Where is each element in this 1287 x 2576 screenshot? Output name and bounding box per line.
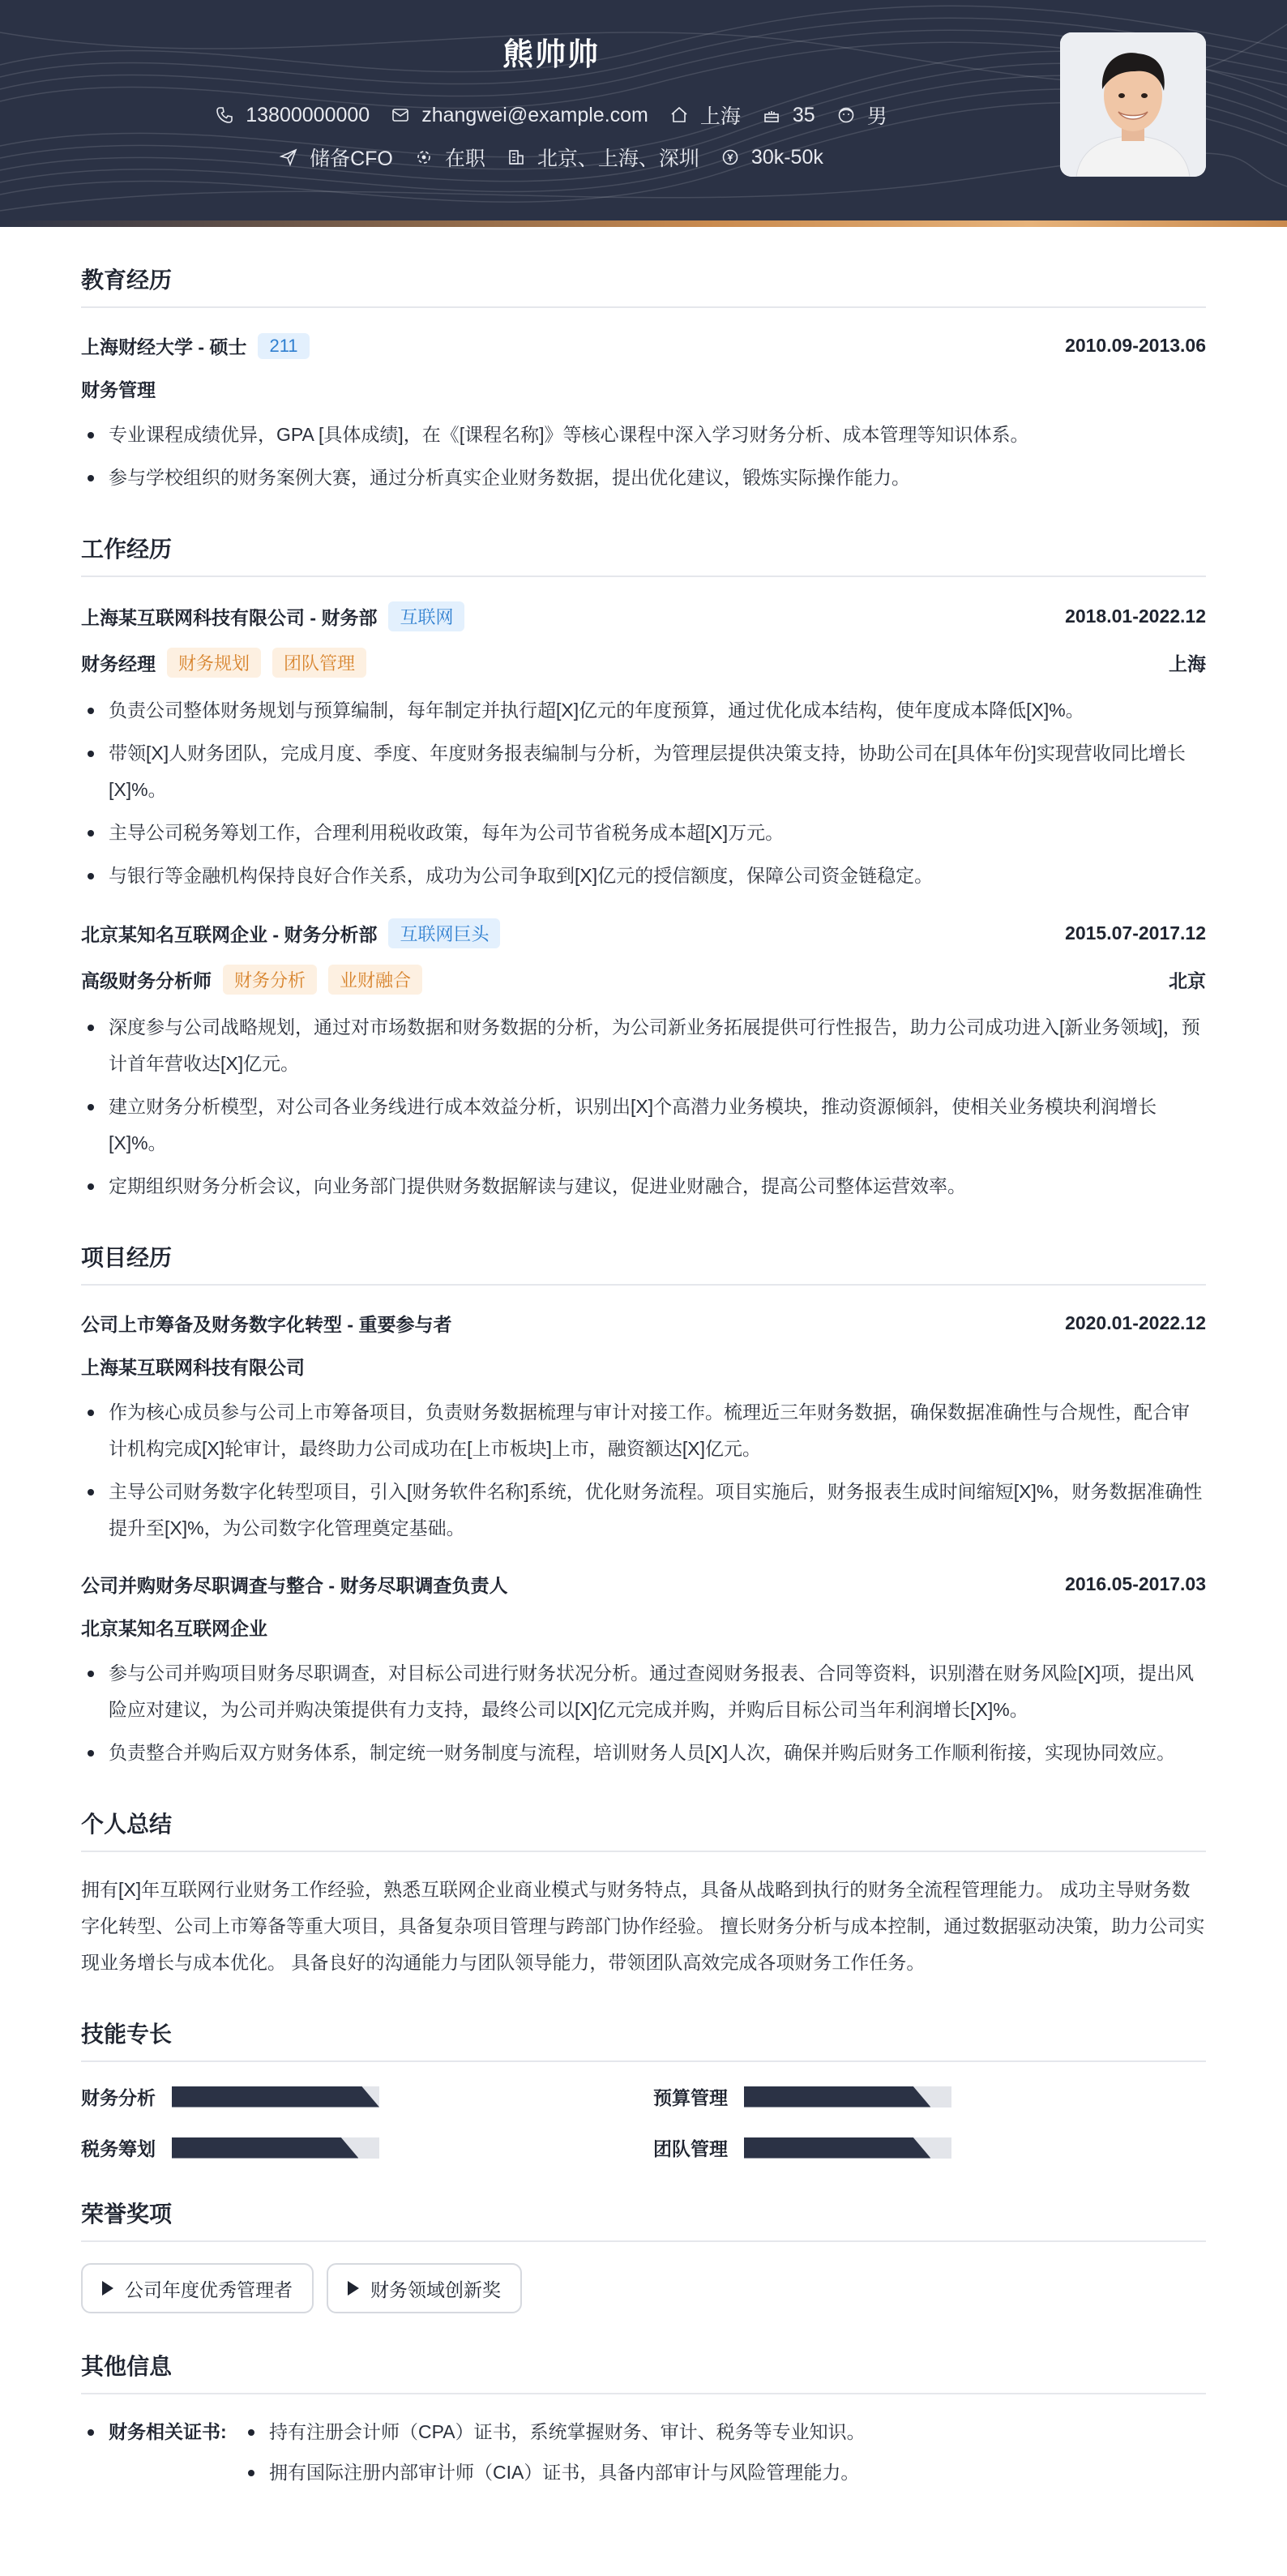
entry-period: 2010.09-2013.06 (1065, 335, 1206, 356)
list-item: 建立财务分析模型，对公司各业务线进行成本效益分析，识别出[X]个高潜力业务模块，推动资源倾斜，使相关业务模块利润增长[X]%。 (81, 1089, 1206, 1162)
skill-name: 税务筹划 (81, 2138, 156, 2159)
job-role: 财务经理 (81, 653, 156, 674)
summary-section (81, 1807, 1206, 1981)
entry-period: 2015.07-2017.12 (1065, 922, 1206, 944)
target-position-info (279, 143, 393, 172)
skill-level-fill (172, 2137, 358, 2159)
phone-text: 13800000000 (246, 103, 370, 126)
contact-info-row (0, 101, 1102, 130)
other-info (81, 2414, 1206, 2495)
phone-info (215, 104, 370, 127)
list-item: 专业课程成绩优异，GPA [具体成绩]，在《[课程名称]》等核心课程中深入学习财务分析、成本管理等知识体系。 (81, 417, 1206, 453)
skills-grid (81, 2083, 1206, 2161)
role-tag: 财务规划 (167, 648, 261, 678)
list-item: 带领[X]人财务团队，完成月度、季度、年度财务报表编制与分析，为管理层提供决策支持，协助公司在[具体年份]实现营收同比增长[X]%。 (81, 735, 1206, 808)
section-title: 个人总结 (81, 1807, 1206, 1852)
honors-section (81, 2197, 1206, 2313)
honor-badge (81, 2263, 314, 2313)
other-section (81, 2349, 1206, 2495)
list-item: 持有注册会计师（CPA）证书，系统掌握财务、审计、税务等专业知识。 (242, 2414, 866, 2450)
skill-name: 预算管理 (653, 2087, 728, 2108)
target-position-text: 储备CFO (310, 148, 393, 170)
mail-icon (391, 105, 410, 125)
list-item: 拥有国际注册内部审计师（CIA）证书，具备内部审计与风险管理能力。 (242, 2454, 866, 2491)
school-tag: 211 (258, 333, 309, 359)
work-section (81, 532, 1206, 1205)
industry-tag: 互联网巨头 (388, 918, 500, 948)
list-item: 深度参与公司战略规划，通过对市场数据和财务数据的分析，为公司新业务拓展提供可行性报告，助力公司成功进入[新业务领域]，预计首年营收达[X]亿元。 (81, 1009, 1206, 1082)
phone-icon (215, 105, 234, 125)
section-title: 技能专长 (81, 2017, 1206, 2062)
header-accent-bar (0, 220, 1287, 227)
status-info (414, 143, 485, 172)
job-location: 北京 (1169, 970, 1206, 991)
list-item: 作为核心成员参与公司上市筹备项目，负责财务数据梳理与审计对接工作。梳理近三年财务数据，确保数据准确性与合规性，配合审计机构完成[X]轮审计，最终助力公司成功在[上市板块]上市，融资额达[X]亿元。 (81, 1394, 1206, 1467)
skill-level-fill (172, 2086, 379, 2107)
work-entry (81, 918, 1206, 1205)
salary-info (720, 146, 823, 169)
salary-text: 30k-50k (750, 145, 823, 169)
section-title: 工作经历 (81, 532, 1206, 577)
project-name: 公司并购财务尽职调查与整合 - 财务尽职调查负责人 (81, 1575, 508, 1596)
section-title: 项目经历 (81, 1240, 1206, 1286)
entry-period: 2020.01-2022.12 (1065, 1312, 1206, 1333)
money-icon (720, 148, 740, 167)
email-text: zhangwei@example.com (421, 103, 648, 126)
projects-section (81, 1240, 1206, 1771)
status-text: 在职 (444, 148, 485, 170)
company-name: 上海某互联网科技有限公司 - 财务部 (81, 607, 378, 628)
skill-item (81, 2134, 653, 2161)
industry-tag: 互联网 (388, 601, 464, 631)
play-triangle-icon (348, 2281, 359, 2296)
city-info (669, 101, 741, 130)
list-item: 与银行等金融机构保持良好合作关系，成功为公司争取到[X]亿元的授信额度，保障公司资金链稳定。 (81, 858, 1206, 894)
candidate-name: 熊帅帅 (502, 38, 600, 72)
school-name: 上海财经大学 - 硕士 (81, 336, 247, 357)
list-item: 主导公司税务筹划工作，合理利用税收政策，每年为公司节省税务成本超[X]万元。 (81, 815, 1206, 851)
entry-period: 2018.01-2022.12 (1065, 605, 1206, 627)
age-info (762, 104, 815, 127)
list-item: 参与学校组织的财务案例大赛，通过分析真实企业财务数据，提出优化建议，锻炼实际操作能力。 (81, 460, 1206, 496)
education-entry (81, 332, 1206, 496)
list-item: 负责公司整体财务规划与预算编制，每年制定并执行超[X]亿元的年度预算，通过优化成本结构，使年度成本降低[X]%。 (81, 692, 1206, 729)
skill-name: 财务分析 (81, 2087, 156, 2108)
city-text: 上海 (699, 105, 741, 128)
loading-status-icon (414, 148, 434, 167)
skill-item (653, 2134, 1206, 2161)
face-icon (836, 105, 856, 125)
project-org: 北京某知名互联网企业 (81, 1618, 267, 1639)
job-role: 高级财务分析师 (81, 970, 212, 991)
section-title: 荣誉奖项 (81, 2197, 1206, 2242)
cake-icon (762, 105, 781, 125)
skill-level-bar (172, 2086, 379, 2107)
section-title: 教育经历 (81, 263, 1206, 308)
honors-list (81, 2263, 1206, 2313)
list-item: 负责整合并购后双方财务体系，制定统一财务制度与流程，培训财务人员[X]人次，确保并购后财务工作顺利衔接，实现协同效应。 (81, 1735, 1206, 1771)
home-icon (669, 105, 689, 125)
list-item: 主导公司财务数字化转型项目，引入[财务软件名称]系统，优化财务流程。项目实施后，财务报表生成时间缩短[X]%，财务数据准确性提升至[X]%，为公司数字化管理奠定基础。 (81, 1474, 1206, 1547)
skill-level-fill (744, 2086, 930, 2107)
role-tag: 业财融合 (328, 965, 422, 995)
project-entry (81, 1310, 1206, 1547)
target-cities-text: 北京、上海、深圳 (537, 148, 699, 170)
role-tag: 财务分析 (223, 965, 317, 995)
profile-photo (1060, 32, 1206, 177)
skill-level-bar (172, 2137, 379, 2159)
skill-name: 团队管理 (653, 2138, 728, 2159)
honor-badge (327, 2263, 522, 2313)
target-cities-info (507, 143, 699, 172)
list-item: 定期组织财务分析会议，向业务部门提供财务数据解读与建议，促进业财融合，提高公司整体运营效率。 (81, 1168, 1206, 1205)
skill-level-bar (744, 2086, 951, 2107)
gender-text: 男 (866, 105, 887, 128)
honor-label: 公司年度优秀管理者 (125, 2279, 293, 2300)
age-text: 35 (792, 103, 815, 126)
gender-info (836, 101, 887, 130)
email-info (391, 104, 648, 127)
job-location: 上海 (1169, 653, 1206, 674)
summary-text: 拥有[X]年互联网行业财务工作经验，熟悉互联网企业商业模式与财务特点，具备从战略到执行的财务全流程管理能力。 成功主导财务数字化转型、公司上市筹备等重大项目，具备复杂项目管理与跨部门协作经验。 擅长财务分析与成本控制，通过数据驱动决策，助力公司实现业务增长与成本优化。 具备良好的沟通能力与团队领导能力，带领团队高效完成各项财务工作任务。 (81, 1879, 1205, 1973)
resume-header (0, 0, 1287, 227)
project-name: 公司上市筹备及财务数字化转型 - 重要参与者 (81, 1314, 452, 1335)
send-icon (279, 148, 298, 167)
job-intent-row (0, 143, 1102, 172)
building-icon (507, 148, 526, 167)
section-title: 其他信息 (81, 2349, 1206, 2394)
major-name: 财务管理 (81, 379, 156, 400)
education-section (81, 263, 1206, 496)
skill-level-bar (744, 2137, 951, 2159)
skill-level-fill (744, 2137, 930, 2159)
certificates-label: 财务相关证书: (81, 2414, 242, 2495)
work-entry (81, 601, 1206, 894)
role-tag: 团队管理 (272, 648, 366, 678)
project-org: 上海某互联网科技有限公司 (81, 1357, 305, 1378)
list-item: 参与公司并购项目财务尽职调查，对目标公司进行财务状况分析。通过查阅财务报表、合同等资料，识别潜在财务风险[X]项，提出风险应对建议，为公司并购决策提供有力支持，最终公司以[X]亿元完成并购，并购后目标公司当年利润增长[X]%。 (81, 1655, 1206, 1728)
skill-item (653, 2083, 1206, 2110)
company-name: 北京某知名互联网企业 - 财务分析部 (81, 924, 378, 945)
honor-label: 财务领域创新奖 (370, 2279, 501, 2300)
entry-period: 2016.05-2017.03 (1065, 1573, 1206, 1594)
project-entry (81, 1571, 1206, 1771)
resume-content (81, 227, 1206, 2495)
skills-section (81, 2017, 1206, 2161)
play-triangle-icon (102, 2281, 113, 2296)
skill-item (81, 2083, 653, 2110)
